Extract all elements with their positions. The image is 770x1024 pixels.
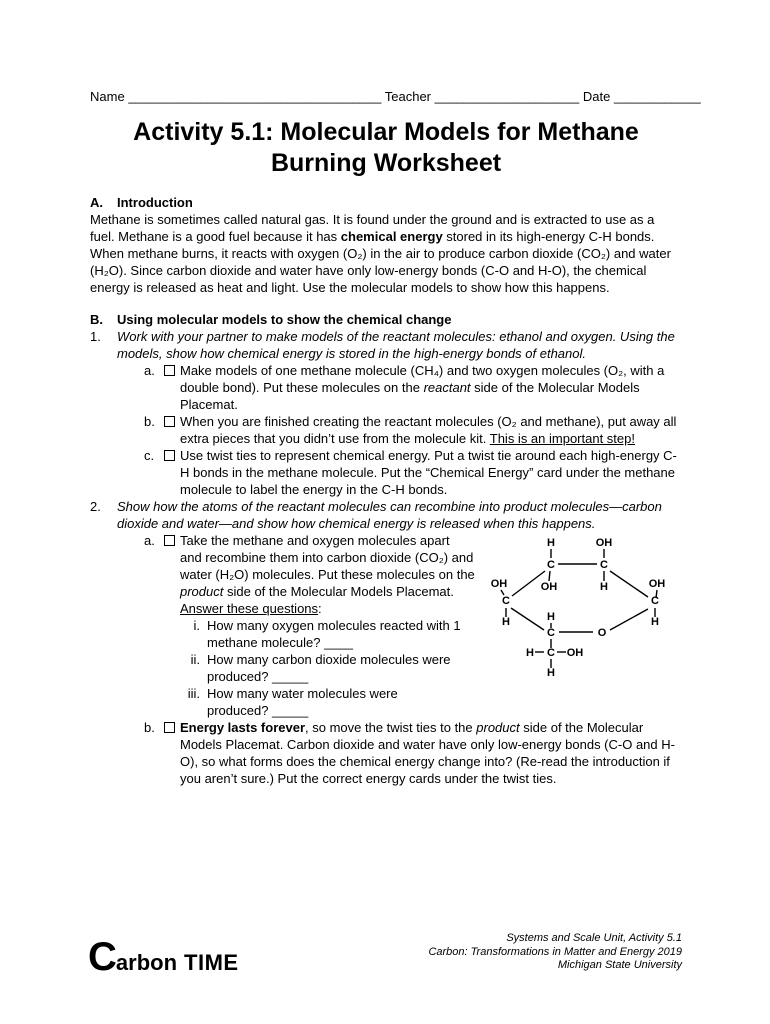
atom-c-top-right: C <box>600 559 608 571</box>
item-1c <box>144 447 682 498</box>
item-1a-italic-reactant: reactant <box>423 380 471 395</box>
item-2a-line-2: and recombine them into carbon dioxide (CO₂) and <box>180 550 474 565</box>
worksheet-title: Activity 5.1: Molecular Models for Methane Burning Worksheet <box>133 118 639 177</box>
checkbox-icon <box>164 365 175 376</box>
carbon-time-logo <box>88 935 239 979</box>
item-2b-checkbox <box>164 719 180 787</box>
question-ii-text <box>207 651 451 685</box>
atom-h-bottom: H <box>547 667 555 679</box>
section-b-label: B. <box>90 312 103 327</box>
name-label: Name <box>90 89 125 104</box>
item-2a-italic-product: product <box>180 584 224 599</box>
atom-o-ring: O <box>597 627 607 639</box>
atom-h-inner: H <box>600 581 608 593</box>
question-iii-line-1: How many water molecules were <box>207 686 398 701</box>
name-blank-line: ___________________________________ <box>128 89 382 104</box>
footer-credits <box>428 932 682 973</box>
atom-oh-side: OH <box>566 647 584 659</box>
item-2b-text-1: , so move the twist ties to the <box>305 720 477 735</box>
item-1b-letter: b. <box>144 414 155 429</box>
item-2a-line-1: Take the methane and oxygen molecules apart <box>180 533 450 548</box>
question-ii-line-2: produced? _____ <box>207 669 309 684</box>
intro-text-2: stored in its high-energy C-H bonds. When methane burns, it reacts with oxygen (O₂) in the air to produce carbon dioxide (CO₂) and water (H₂O). Since carbon dioxide and water have only low-energy bonds (C-O and H-O), the chemical energy is released as heat and light. Use the molecular models to show how this happens. <box>90 229 671 295</box>
item-2a-region <box>90 532 682 719</box>
item-1b <box>144 413 682 447</box>
atom-c-side: C <box>547 647 555 659</box>
intro-text-1: Methane is sometimes called natural gas. It is found under the ground and is extracted to use as a fuel. Methane is a good fuel because it has <box>90 212 655 244</box>
item-2-number: 2. <box>90 499 101 514</box>
page-content <box>90 88 701 787</box>
item-2a-line-3: water (H₂O) molecules. Put these molecules on the <box>180 567 475 582</box>
question-ii-number: ii. <box>190 652 200 667</box>
item-1a-text-1: Make models of one methane molecule (CH₄) and two oxygen molecules (O₂, with a double bond). Put these molecules on the <box>180 363 665 395</box>
item-2a-line-5-rest: : <box>318 601 322 616</box>
checkbox-icon <box>164 722 175 733</box>
intro-bold-chemical-energy: chemical energy <box>340 229 443 244</box>
atom-c-right: C <box>651 595 659 607</box>
item-2b <box>144 719 682 787</box>
question-i-line-1: How many oxygen molecules reacted with 1 <box>207 618 461 633</box>
question-iii-text <box>207 685 398 719</box>
checkbox-icon <box>164 535 175 546</box>
question-iii <box>178 685 682 719</box>
atom-h-side: H <box>526 647 534 659</box>
atom-oh-far-right: OH <box>648 578 666 590</box>
item-1-text: Work with your partner to make models of the reactant molecules: ethanol and oxygen. Using the models, show how chemical energy is stored in the high-energy bonds of ethanol. <box>117 329 675 361</box>
numbered-item-2 <box>90 498 682 532</box>
item-1b-text-1: When you are finished creating the reactant molecules (O₂ and methane), put away all extra pieces that you didn’t use from the molecule kit. <box>180 414 677 446</box>
checkbox-icon <box>164 450 175 461</box>
item-1b-text <box>180 413 682 447</box>
question-i-number: i. <box>193 618 200 633</box>
item-1c-text: Use twist ties to represent chemical energy. Put a twist tie around each high-energy C-H bonds in the methane molecule. Put the “Chemical Energy” card under the methane molecule to label the energy in the C-H bonds. <box>180 448 677 497</box>
item-2b-text-2: side of the Molecular Models Placemat. Carbon dioxide and water have only low-energy bonds (C-O and H-O), so what forms does the chemical energy change into? (Re-read the introduction if you aren’t sure.) Put the correct energy cards under the twist ties. <box>180 720 675 786</box>
atom-c-bottom: C <box>547 627 555 639</box>
section-b-heading <box>90 311 682 328</box>
item-1a-letter: a. <box>144 363 155 378</box>
atom-h-below-right: H <box>651 616 659 628</box>
item-2b-letter: b. <box>144 720 155 735</box>
item-1a-text-2: side of the Molecular Models Placemat. <box>180 380 640 412</box>
atom-h-mid: H <box>547 611 555 623</box>
item-1a <box>144 362 682 413</box>
numbered-item-1 <box>90 328 682 362</box>
section-a-label: A. <box>90 195 103 210</box>
item-1a-checkbox <box>164 362 180 413</box>
item-1b-checkbox <box>164 413 180 447</box>
teacher-blank-line: ____________________ <box>434 89 580 104</box>
credit-line-1: Systems and Scale Unit, Activity 5.1 <box>506 932 682 944</box>
item-2a-letter: a. <box>144 533 155 548</box>
item-2b-text <box>180 719 682 787</box>
section-a-heading <box>90 194 682 211</box>
question-iii-number: iii. <box>187 686 200 701</box>
carbon-time-logo-c-icon: C <box>88 935 116 979</box>
question-i-line-2: methane molecule? ____ <box>207 635 353 650</box>
atom-c-left: C <box>502 595 510 607</box>
atom-h-top: H <box>547 537 555 549</box>
section-b-title: Using molecular models to show the chemical change <box>117 312 452 327</box>
logo-text-arbon: arbon <box>115 950 178 975</box>
item-2a-underlined-note: Answer these questions <box>180 601 319 616</box>
atom-c-top-left: C <box>547 559 555 571</box>
item-2a-checkbox <box>164 532 180 617</box>
item-1a-text <box>180 362 682 413</box>
atom-oh-far-left: OH <box>490 578 508 590</box>
logo-text-time: TIME <box>184 950 239 975</box>
credit-line-3: Michigan State University <box>557 959 682 971</box>
item-1-number: 1. <box>90 329 101 344</box>
question-i-text <box>207 617 461 651</box>
teacher-label: Teacher <box>384 89 432 104</box>
date-blank-line: ____________ <box>613 89 701 104</box>
item-1c-letter: c. <box>144 448 155 463</box>
date-label: Date <box>582 89 611 104</box>
header-fill-in-line <box>90 88 701 105</box>
credit-line-2: Carbon: Transformations in Matter and Energy 2019 <box>428 945 682 958</box>
item-1b-underlined-note: This is an important step! <box>489 431 635 446</box>
section-a-title: Introduction <box>117 195 193 210</box>
item-1c-checkbox <box>164 447 180 498</box>
question-iii-line-2: produced? _____ <box>207 703 309 718</box>
item-2-text: Show how the atoms of the reactant molecules can recombine into product molecules—carbon dioxide and water—and show how chemical energy is released when this happens. <box>117 499 662 531</box>
item-2b-italic-product: product <box>476 720 520 735</box>
question-ii-line-1: How many carbon dioxide molecules were <box>207 652 451 667</box>
item-2a-line-4-rest: side of the Molecular Models Placemat. <box>223 584 454 599</box>
page-footer <box>88 926 682 979</box>
checkbox-icon <box>164 416 175 427</box>
glucose-molecule-structure-diagram <box>487 534 697 684</box>
item-2b-bold-energy-lasts-forever: Energy lasts forever <box>180 720 306 735</box>
atom-oh-inner: OH <box>540 581 558 593</box>
atom-h-below-left: H <box>502 616 510 628</box>
introduction-paragraph <box>90 211 682 296</box>
atom-oh-top: OH <box>595 537 613 549</box>
